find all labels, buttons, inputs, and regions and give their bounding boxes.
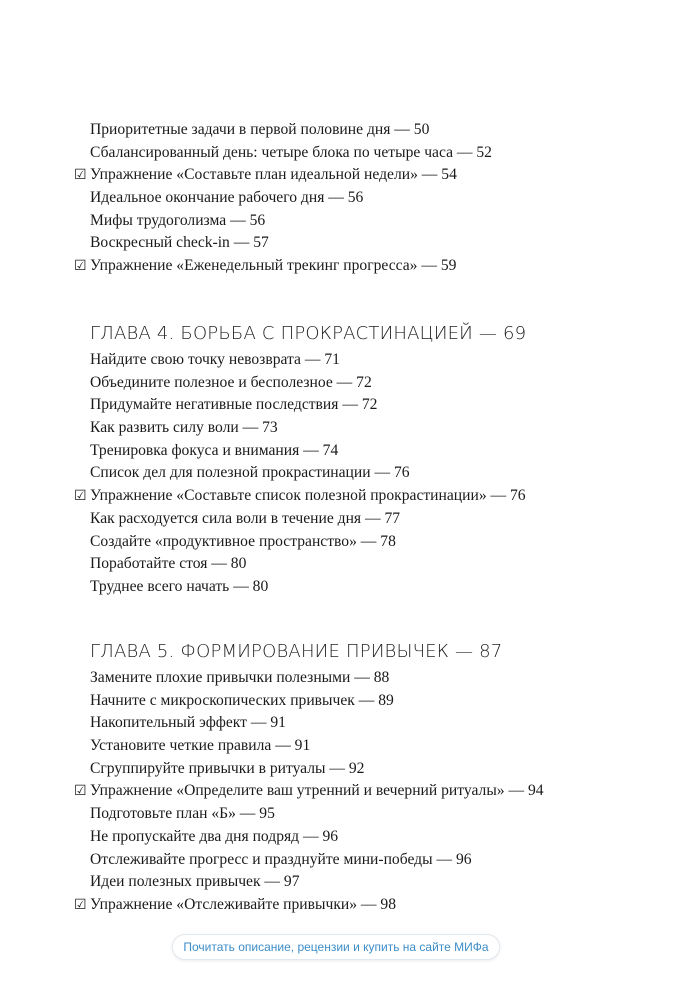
toc-entry <box>74 372 654 395</box>
toc-entry <box>74 232 654 255</box>
toc-entry-text: Поработайте стоя — 80 <box>90 555 247 573</box>
toc-chapter-4 <box>74 319 654 599</box>
toc-entry-text: Отслеживайте прогресс и празднуйте мини-победы — 96 <box>90 850 472 868</box>
toc-entry-text: Упражнение «Составьте план идеальной недели» — 54 <box>90 166 457 184</box>
toc-entry-text: Мифы трудоголизма — 56 <box>90 211 266 229</box>
checkbox-icon: ☑ <box>74 783 87 800</box>
toc-entry <box>74 690 654 713</box>
toc-entry <box>74 531 654 554</box>
toc-entry-text: Сгруппируйте привычки в ритуалы — 92 <box>90 759 365 777</box>
toc-entry-text: Создайте «продуктивное пространство» — 78 <box>90 532 396 550</box>
toc-entry <box>74 394 654 417</box>
toc-entry <box>74 164 654 187</box>
toc-entry <box>74 462 654 485</box>
toc-entry-text: Начните с микроскопических привычек — 89 <box>90 691 394 709</box>
toc-entry-text: Найдите свою точку невозврата — 71 <box>90 351 340 368</box>
toc-entry <box>74 803 654 826</box>
checkbox-icon: ☑ <box>74 488 87 505</box>
toc-entry <box>74 735 654 758</box>
toc-entry <box>74 485 654 508</box>
toc-entry-text: Сбалансированный день: четыре блока по четыре часа — 52 <box>90 143 492 161</box>
toc-entry <box>74 826 654 849</box>
toc-entry <box>74 758 654 781</box>
toc-entry-text: Список дел для полезной прокрастинации — 76 <box>90 464 410 482</box>
toc-entry-text: Придумайте негативные последствия — 72 <box>90 396 378 414</box>
toc-entry <box>74 508 654 531</box>
toc-entry <box>74 780 654 803</box>
toc-entry-text: Идеи полезных привычек — 97 <box>90 873 300 891</box>
toc-entry <box>74 255 654 278</box>
toc-entry-text: Подготовьте план «Б» — 95 <box>90 805 275 823</box>
toc-entry-text: Как развить силу воли — 73 <box>90 419 278 437</box>
toc-entry-text: Упражнение «Составьте список полезной прокрастинации» — 76 <box>90 487 526 505</box>
toc-entry <box>74 667 654 690</box>
toc-entry-text: Накопительный эффект — 91 <box>90 714 286 732</box>
checkbox-icon: ☑ <box>74 896 87 913</box>
toc-entry <box>74 417 654 440</box>
toc-entry <box>74 119 654 142</box>
toc-entry <box>74 142 654 165</box>
toc-entry-text: Как расходуется сила воли в течение дня — 77 <box>90 509 401 527</box>
toc-entry-text: Замените плохие привычки полезными — 88 <box>90 669 390 686</box>
buy-on-mif-link[interactable]: Почитать описание, рецензии и купить на сайте МИФа <box>172 934 500 960</box>
checkbox-icon: ☑ <box>74 258 87 275</box>
toc-entry-text: Тренировка фокуса и внимания — 74 <box>90 441 339 459</box>
toc-entry <box>74 576 654 599</box>
toc-entry <box>74 349 654 372</box>
toc-entry <box>74 894 654 917</box>
toc-entry-text: Приоритетные задачи в первой половине дня — 50 <box>90 121 430 138</box>
toc-entry <box>74 210 654 233</box>
toc-entry-text: Идеальное окончание рабочего дня — 56 <box>90 189 364 207</box>
checkbox-icon: ☑ <box>74 167 87 184</box>
toc-entry-text: Объедините полезное и бесполезное — 72 <box>90 373 372 391</box>
toc-entry <box>74 849 654 872</box>
toc-entry-text: Труднее всего начать — 80 <box>90 577 269 595</box>
toc-entry <box>74 440 654 463</box>
toc-entry-text: Упражнение «Определите ваш утренний и вечерний ритуалы» — 94 <box>90 782 544 800</box>
toc-entry <box>74 187 654 210</box>
toc-entry-text: Упражнение «Еженедельный трекинг прогресса» — 59 <box>90 257 457 275</box>
chapter-5-title: ГЛАВА 5. ФОРМИРОВАНИЕ ПРИВЫЧЕК — 87 <box>90 641 503 662</box>
toc-entry-text: Не пропускайте два дня подряд — 96 <box>90 827 339 845</box>
toc-entry <box>74 712 654 735</box>
chapter-4-title: ГЛАВА 4. БОРЬБА С ПРОКРАСТИНАЦИЕЙ — 69 <box>90 323 527 344</box>
toc-entry <box>74 553 654 576</box>
toc-chapter-5 <box>74 637 654 917</box>
toc-section-continued <box>74 119 654 278</box>
toc-entry-text: Упражнение «Отслеживайте привычки» — 98 <box>90 895 397 913</box>
toc-entry-text: Установите четкие правила — 91 <box>90 737 311 755</box>
toc-entry <box>74 871 654 894</box>
toc-entry-text: Воскресный check-in — 57 <box>90 234 269 252</box>
